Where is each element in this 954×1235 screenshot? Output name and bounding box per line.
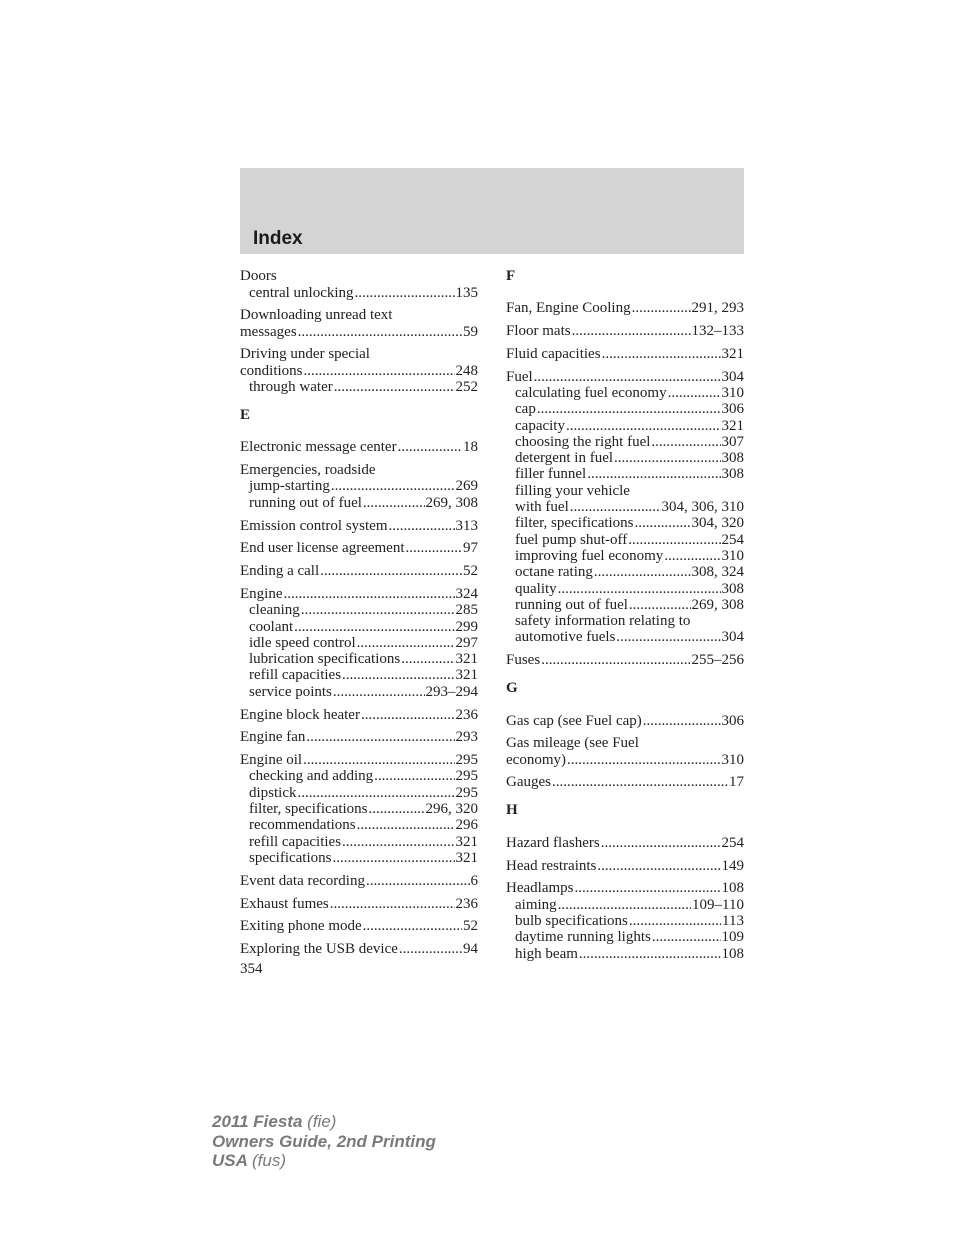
- index-entry-line: [506, 346, 744, 362]
- index-entry-line: [240, 462, 478, 478]
- entry-page-ref: 248: [455, 362, 478, 379]
- entry-term: filter, specifications: [249, 801, 368, 818]
- entry-page-ref: 308: [721, 450, 744, 467]
- dot-leader: [635, 515, 691, 531]
- dot-leader: [632, 300, 691, 316]
- index-subentry: [506, 896, 744, 912]
- footer-line-1: [212, 1112, 436, 1132]
- dot-leader: [306, 729, 454, 745]
- index-entry-line: [506, 857, 744, 873]
- dot-leader: [363, 918, 462, 934]
- index-entry-line: [240, 941, 478, 957]
- dot-leader: [357, 635, 455, 651]
- index-entry-line: [240, 729, 478, 745]
- footer-line-2: [212, 1132, 436, 1152]
- dot-leader: [304, 363, 455, 379]
- dot-leader: [342, 834, 454, 850]
- index-header-band: [240, 168, 744, 254]
- entry-page-ref: 18: [463, 439, 478, 456]
- index-letter-heading: G: [506, 680, 518, 697]
- entry-term: bulb specifications: [515, 912, 628, 929]
- index-entry: [506, 857, 744, 873]
- entry-term: dipstick: [249, 784, 297, 801]
- entry-term: aiming: [515, 896, 557, 913]
- entry-page-ref: 97: [463, 540, 478, 557]
- dot-leader: [399, 941, 462, 957]
- entry-page-ref: 6: [470, 872, 478, 889]
- entry-page-ref: 310: [721, 384, 744, 401]
- entry-term: refill capacities: [249, 833, 342, 850]
- index-subentry: [240, 635, 478, 651]
- entry-page-ref: 304: [721, 629, 744, 646]
- dot-leader: [366, 873, 470, 889]
- footer-market-code: (fus): [252, 1151, 286, 1170]
- entry-term: Downloading unread text: [240, 307, 393, 324]
- index-entry-line: [240, 362, 478, 378]
- entry-term: Engine oil: [240, 752, 303, 769]
- entry-page-ref: 108: [721, 945, 744, 962]
- dot-leader: [357, 817, 455, 833]
- index-entry-line: [506, 880, 744, 896]
- entry-term: automotive fuels: [515, 629, 616, 646]
- dot-leader: [320, 563, 462, 579]
- dot-leader: [566, 418, 721, 434]
- index-subentry: [506, 385, 744, 401]
- entry-term: messages: [240, 323, 297, 340]
- entry-term: filler funnel: [515, 466, 587, 483]
- index-entry-line: [240, 323, 478, 339]
- index-entry-line: [506, 774, 744, 790]
- index-entry-line: [506, 368, 744, 384]
- dot-leader: [601, 835, 721, 851]
- index-entry: [240, 941, 478, 957]
- index-entry: [240, 895, 478, 911]
- dot-leader: [616, 629, 720, 645]
- entry-page-ref: 295: [455, 784, 478, 801]
- page-title: Index: [253, 228, 303, 249]
- entry-page-ref: 52: [463, 918, 478, 935]
- dot-leader: [572, 323, 691, 339]
- dot-leader: [330, 896, 455, 912]
- dot-leader: [369, 801, 425, 817]
- entry-term: filter, specifications: [515, 515, 634, 532]
- dot-leader: [374, 768, 454, 784]
- entry-term: Ending a call: [240, 563, 320, 580]
- entry-term: Gas mileage (see Fuel: [506, 735, 639, 752]
- index-subentry: [240, 379, 478, 395]
- entry-page-ref: 113: [722, 912, 744, 929]
- entry-page-ref: 304, 306, 310: [661, 499, 744, 516]
- entry-page-ref: 295: [455, 752, 478, 769]
- entry-term: recommendations: [249, 817, 356, 834]
- entry-page-ref: 296: [455, 817, 478, 834]
- entry-page-ref: 269, 308: [691, 596, 744, 613]
- index-subentry: [240, 618, 478, 634]
- entry-page-ref: 321: [721, 417, 744, 434]
- footer-model: 2011 Fiesta: [212, 1112, 303, 1131]
- entry-term: Emission control system: [240, 517, 388, 534]
- entry-page-ref: 254: [721, 531, 744, 548]
- entry-term: Exiting phone mode: [240, 918, 362, 935]
- entry-page-ref: 269: [455, 478, 478, 495]
- entry-term: Fuses: [506, 652, 541, 669]
- entry-page-ref: 308: [721, 466, 744, 483]
- entry-page-ref: 17: [729, 774, 744, 791]
- index-entry-line: [506, 735, 744, 751]
- index-subentry: [240, 833, 478, 849]
- entry-term: choosing the right fuel: [515, 433, 651, 450]
- entry-term: specifications: [249, 849, 332, 866]
- entry-term: Engine block heater: [240, 706, 360, 723]
- entry-term: Fan, Engine Cooling: [506, 300, 631, 317]
- entry-page-ref: 108: [721, 880, 744, 897]
- index-subentry: [240, 784, 478, 800]
- index-subentry: [240, 478, 478, 494]
- index-entry-line: [506, 652, 744, 668]
- entry-page-ref: 304, 320: [691, 515, 744, 532]
- index-subentry: [506, 434, 744, 450]
- index-entry: [506, 735, 744, 768]
- dot-leader: [628, 532, 720, 548]
- index-entry: [506, 368, 744, 645]
- entry-page-ref: 321: [455, 833, 478, 850]
- index-entry-line: [240, 268, 478, 284]
- dot-leader: [303, 752, 454, 768]
- dot-leader: [355, 285, 455, 301]
- dot-leader: [363, 495, 425, 511]
- entry-term: End user license agreement: [240, 540, 405, 557]
- entry-page-ref: 109: [721, 929, 744, 946]
- index-subentry: [506, 564, 744, 580]
- index-subentry: [506, 580, 744, 596]
- entry-term: Engine fan: [240, 729, 306, 746]
- index-subentry: [240, 602, 478, 618]
- entry-page-ref: 324: [455, 585, 478, 602]
- entry-term: Exploring the USB device: [240, 941, 398, 958]
- entry-term: Head restraints: [506, 857, 597, 874]
- index-subentry: [506, 401, 744, 417]
- index-column-left: [240, 268, 478, 964]
- dot-leader: [294, 619, 454, 635]
- page-number: 354: [240, 961, 263, 977]
- dot-leader: [398, 439, 462, 455]
- index-entry: [506, 652, 744, 668]
- entry-term: cleaning: [249, 602, 300, 619]
- index-entry: [240, 268, 478, 301]
- index-subentry: [240, 817, 478, 833]
- dot-leader: [652, 929, 721, 945]
- dot-leader: [567, 752, 721, 768]
- dot-leader: [333, 684, 425, 700]
- entry-term: central unlocking: [249, 284, 354, 301]
- dot-leader: [389, 518, 455, 534]
- dot-leader: [664, 548, 720, 564]
- index-entry-line: [506, 834, 744, 850]
- entry-term: refill capacities: [249, 667, 342, 684]
- index-subentry: [240, 667, 478, 683]
- index-entry-line: [240, 307, 478, 323]
- index-entry-line: [506, 323, 744, 339]
- index-entry: [240, 706, 478, 722]
- dot-leader: [597, 858, 720, 874]
- entry-page-ref: 252: [455, 379, 478, 396]
- entry-page-ref: 306: [721, 401, 744, 418]
- entry-page-ref: 293–294: [425, 683, 478, 700]
- entry-page-ref: 306: [721, 712, 744, 729]
- index-entry: [240, 307, 478, 340]
- entry-term: Gas cap (see Fuel cap): [506, 712, 642, 729]
- entry-page-ref: 321: [455, 651, 478, 668]
- index-entry: [506, 880, 744, 961]
- entry-page-ref: 321: [455, 849, 478, 866]
- dot-leader: [651, 434, 720, 450]
- entry-term: lubrication specifications: [249, 651, 401, 668]
- index-entry: [240, 439, 478, 455]
- entry-term: high beam: [515, 945, 578, 962]
- dot-leader: [301, 602, 455, 618]
- entry-page-ref: 321: [721, 345, 744, 362]
- dot-leader: [579, 946, 721, 962]
- entry-term: octane rating: [515, 564, 593, 581]
- index-entry-line: [240, 346, 478, 362]
- index-entry: [240, 540, 478, 556]
- index-entry: [240, 586, 478, 700]
- index-subentry: [506, 450, 744, 466]
- dot-leader: [332, 850, 454, 866]
- index-entry: [506, 323, 744, 339]
- entry-term: safety information relating to: [515, 613, 691, 630]
- entry-page-ref: 308: [721, 580, 744, 597]
- index-subentry: [506, 548, 744, 564]
- entry-term: idle speed control: [249, 634, 356, 651]
- index-subentry: [506, 466, 744, 482]
- footer-market: USA: [212, 1151, 248, 1170]
- entry-term: Fluid capacities: [506, 345, 601, 362]
- dot-leader: [342, 667, 454, 683]
- dot-leader: [570, 499, 661, 515]
- dot-leader: [629, 913, 721, 929]
- index-entry: [240, 729, 478, 745]
- index-subentry: [240, 651, 478, 667]
- dot-leader: [284, 586, 455, 602]
- entry-page-ref: 94: [463, 941, 478, 958]
- entry-term: calculating fuel economy: [515, 384, 667, 401]
- dot-leader: [668, 385, 721, 401]
- dot-leader: [334, 379, 455, 395]
- index-subentry: [240, 801, 478, 817]
- dot-leader: [558, 581, 721, 597]
- dot-leader: [401, 651, 454, 667]
- entry-term: Driving under special: [240, 346, 370, 363]
- entry-term: running out of fuel: [249, 494, 362, 511]
- index-subentry: [506, 945, 744, 961]
- index-entry-line: [240, 872, 478, 888]
- entry-term: daytime running lights: [515, 929, 651, 946]
- index-entry: [506, 712, 744, 728]
- entry-term: filling your vehicle: [515, 482, 630, 499]
- index-entry: [240, 563, 478, 579]
- index-column-right: [506, 268, 744, 968]
- footer-line-3: [212, 1151, 436, 1171]
- entry-page-ref: 308, 324: [691, 564, 744, 581]
- entry-page-ref: 109–110: [692, 896, 744, 913]
- entry-page-ref: 135: [455, 284, 478, 301]
- entry-term: service points: [249, 683, 332, 700]
- index-subentry: [506, 531, 744, 547]
- index-subentry: [240, 494, 478, 510]
- entry-term: Electronic message center: [240, 439, 397, 456]
- entry-page-ref: 321: [455, 667, 478, 684]
- entry-page-ref: 59: [463, 323, 478, 340]
- dot-leader: [541, 652, 690, 668]
- index-subentry: [506, 515, 744, 531]
- entry-page-ref: 285: [455, 602, 478, 619]
- entry-term: quality: [515, 580, 557, 597]
- index-letter-heading: F: [506, 268, 516, 284]
- dot-leader: [594, 564, 691, 580]
- entry-term: running out of fuel: [515, 596, 628, 613]
- index-entry: [240, 346, 478, 395]
- index-entry: [240, 462, 478, 511]
- dot-leader: [537, 401, 721, 417]
- entry-page-ref: 52: [463, 563, 478, 580]
- index-entry-line: [240, 586, 478, 602]
- dot-leader: [534, 369, 721, 385]
- entry-page-ref: 236: [455, 706, 478, 723]
- dot-leader: [298, 785, 455, 801]
- dot-leader: [552, 774, 728, 790]
- entry-page-ref: 269, 308: [425, 494, 478, 511]
- index-entry: [506, 834, 744, 850]
- entry-term: Hazard flashers: [506, 834, 600, 851]
- index-subentry: [506, 417, 744, 433]
- index-subentry: [506, 597, 744, 613]
- entry-page-ref: 310: [721, 547, 744, 564]
- entry-term: Gauges: [506, 774, 551, 791]
- entry-page-ref: 297: [455, 634, 478, 651]
- footer: [212, 1112, 436, 1171]
- index-subentry: [506, 629, 744, 645]
- dot-leader: [406, 540, 462, 556]
- entry-page-ref: 295: [455, 768, 478, 785]
- entry-page-ref: 293: [455, 729, 478, 746]
- index-subentry: [240, 768, 478, 784]
- index-subentry: [240, 850, 478, 866]
- entry-term: through water: [249, 379, 333, 396]
- dot-leader: [361, 707, 455, 723]
- index-subentry: [506, 913, 744, 929]
- entry-term: detergent in fuel: [515, 450, 614, 467]
- index-subentry: [506, 482, 744, 498]
- entry-term: Doors: [240, 268, 277, 285]
- index-entry-line: [240, 563, 478, 579]
- index-entry: [240, 918, 478, 934]
- index-subentry: [240, 284, 478, 300]
- dot-leader: [587, 466, 720, 482]
- index-entry: [506, 346, 744, 362]
- index-entry-line: [240, 895, 478, 911]
- dot-leader: [614, 450, 720, 466]
- entry-term: Event data recording: [240, 872, 365, 889]
- dot-leader: [629, 597, 691, 613]
- entry-page-ref: 254: [721, 834, 744, 851]
- index-entry: [506, 300, 744, 316]
- index-letter-heading: H: [506, 802, 518, 819]
- index-entry-line: [506, 300, 744, 316]
- entry-term: Headlamps: [506, 880, 574, 897]
- entry-page-ref: 299: [455, 618, 478, 635]
- entry-page-ref: 132–133: [691, 323, 744, 340]
- entry-page-ref: 236: [455, 895, 478, 912]
- index-subentry: [506, 929, 744, 945]
- index-subentry: [506, 613, 744, 629]
- entry-term: checking and adding: [249, 768, 374, 785]
- entry-term: jump-starting: [249, 478, 330, 495]
- entry-page-ref: 291, 293: [691, 300, 744, 317]
- index-entry-line: [240, 752, 478, 768]
- index-entry-line: [506, 751, 744, 767]
- index-subentry: [240, 683, 478, 699]
- entry-term: Floor mats: [506, 323, 571, 340]
- index-entry-line: [506, 712, 744, 728]
- entry-term: cap: [515, 401, 536, 418]
- entry-term: Engine: [240, 585, 283, 602]
- dot-leader: [331, 478, 455, 494]
- dot-leader: [298, 324, 462, 340]
- entry-term: economy): [506, 751, 566, 768]
- index-entry-line: [240, 918, 478, 934]
- index-entry: [240, 752, 478, 866]
- index-entry-line: [240, 517, 478, 533]
- entry-page-ref: 310: [721, 751, 744, 768]
- footer-guide: Owners Guide, 2nd Printing: [212, 1131, 436, 1151]
- index-entry: [240, 872, 478, 888]
- entry-page-ref: 304: [721, 368, 744, 385]
- entry-page-ref: 296, 320: [425, 801, 478, 818]
- entry-term: capacity: [515, 417, 565, 434]
- footer-model-code: (fie): [307, 1112, 337, 1131]
- index-entry-line: [240, 706, 478, 722]
- entry-term: coolant: [249, 618, 294, 635]
- entry-term: conditions: [240, 362, 303, 379]
- index-entry-line: [240, 439, 478, 455]
- entry-page-ref: 149: [721, 857, 744, 874]
- index-entry: [240, 517, 478, 533]
- index-letter-heading: E: [240, 407, 251, 424]
- index-subentry: [506, 499, 744, 515]
- entry-term: Exhaust fumes: [240, 895, 329, 912]
- entry-term: Fuel: [506, 368, 533, 385]
- entry-page-ref: 313: [455, 517, 478, 534]
- dot-leader: [643, 713, 721, 729]
- index-entry: [506, 774, 744, 790]
- entry-page-ref: 307: [721, 433, 744, 450]
- entry-term: fuel pump shut-off: [515, 531, 628, 548]
- dot-leader: [574, 880, 720, 896]
- index-entry-line: [240, 540, 478, 556]
- dot-leader: [602, 346, 721, 362]
- entry-term: with fuel: [515, 499, 569, 516]
- entry-page-ref: 255–256: [691, 652, 744, 669]
- entry-term: Emergencies, roadside: [240, 462, 376, 479]
- dot-leader: [558, 897, 691, 913]
- entry-term: improving fuel economy: [515, 547, 664, 564]
